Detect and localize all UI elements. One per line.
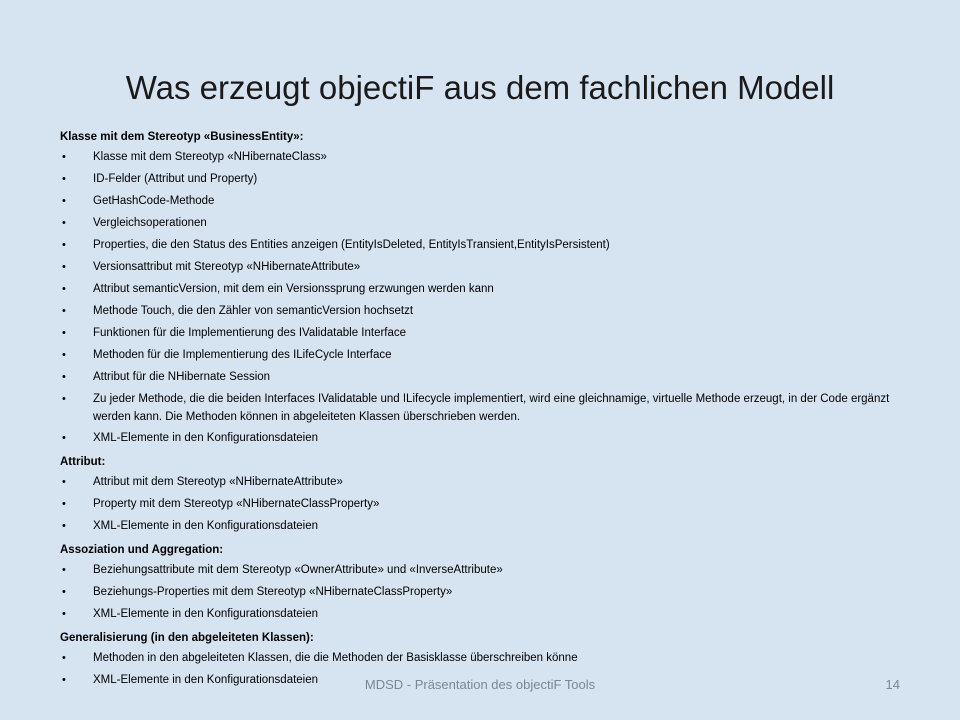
list-item: • Zu jeder Methode, die die beiden Interfaces IValidatable und ILifecycle implementiert, wird eine gleichnamige, virtuelle Methode erzeugt, in der Code ergänzt werden kann. Die Methoden können in abgeleiteten Klassen überschrieben werden. (60, 390, 920, 426)
page-number: 14 (885, 677, 900, 692)
section-heading-generalisierung: Generalisierung (in den abgeleiteten Klassen): (60, 632, 314, 644)
list-item: • XML-Elemente in den Konfigurationsdateien (60, 605, 920, 624)
list-item: • Klasse mit dem Stereotyp «NHibernateClass» (60, 148, 920, 167)
list-item: • Attribut semanticVersion, mit dem ein Versionssprung erzwungen werden kann (60, 280, 920, 299)
bullet-list-business-entity (60, 148, 920, 448)
list-item: • Methode Touch, die den Zähler von semanticVersion hochsetzt (60, 302, 920, 321)
list-item: • Properties, die den Status des Entities anzeigen (EntityIsDeleted, EntityIsTransient,EntityIsPersistent) (60, 236, 920, 255)
list-item: • XML-Elemente in den Konfigurationsdateien (60, 517, 920, 536)
list-item: • XML-Elemente in den Konfigurationsdateien (60, 671, 920, 690)
footer-text: MDSD - Präsentation des objectiF Tools (364, 677, 596, 692)
list-item: • Methoden in den abgeleiteten Klassen, die die Methoden der Basisklasse überschreiben könne (60, 649, 920, 668)
list-item: • Attribut für die NHibernate Session (60, 368, 920, 387)
bullet-list-attribut (60, 473, 920, 536)
section-heading-assoziation: Assoziation und Aggregation: (60, 544, 224, 556)
section-heading-business-entity: Klasse mit dem Stereotyp «BusinessEntity»: (60, 131, 304, 143)
slide-content (60, 126, 920, 693)
slide-title: Was erzeugt objectiF aus dem fachlichen Modell (125, 69, 835, 106)
list-item: • GetHashCode-Methode (60, 192, 920, 211)
list-item: • Beziehungsattribute mit dem Stereotyp «OwnerAttribute» und «InverseAttribute» (60, 561, 920, 580)
section-heading-attribut: Attribut: (60, 456, 106, 468)
list-item: • Property mit dem Stereotyp «NHibernateClassProperty» (60, 495, 920, 514)
list-item: • Versionsattribut mit Stereotyp «NHibernateAttribute» (60, 258, 920, 277)
bullet-list-assoziation (60, 561, 920, 624)
list-item: • Funktionen für die Implementierung des IValidatable Interface (60, 324, 920, 343)
list-item: • Vergleichsoperationen (60, 214, 920, 233)
list-item: • Attribut mit dem Stereotyp «NHibernateAttribute» (60, 473, 920, 492)
list-item: • Beziehungs-Properties mit dem Stereotyp «NHibernateClassProperty» (60, 583, 920, 602)
list-item: • ID-Felder (Attribut und Property) (60, 170, 920, 189)
list-item: • XML-Elemente in den Konfigurationsdateien (60, 429, 920, 448)
list-item: • Methoden für die Implementierung des ILifeCycle Interface (60, 346, 920, 365)
